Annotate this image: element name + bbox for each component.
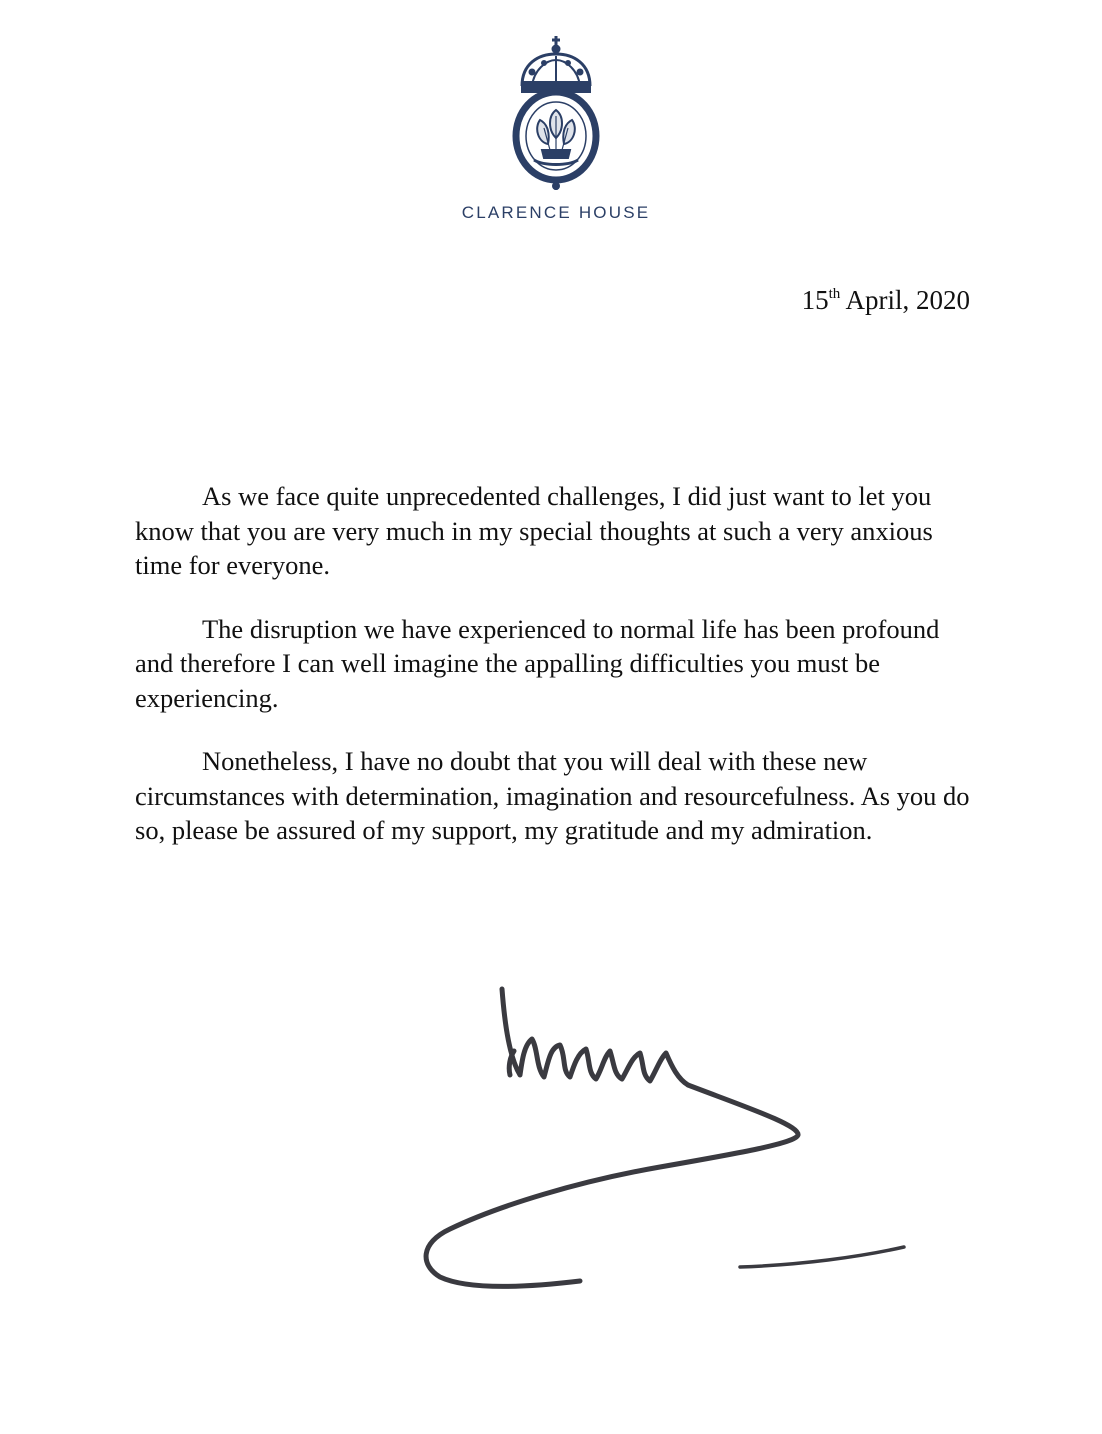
date-month-year: April, 2020 — [845, 285, 970, 315]
paragraph-3: Nonetheless, I have no doubt that you will deal with these new circumstances with determination, imagination and resourcefulness. As you do so, please be assured of my support, my gratitude and my admiration. — [135, 746, 970, 845]
signature-icon — [410, 975, 920, 1305]
letter-body — [135, 479, 980, 877]
date-day: 15 — [801, 285, 829, 315]
date-ordinal: th — [828, 286, 841, 302]
paragraph-2: The disruption we have experienced to normal life has been profound and therefore I can well imagine the appalling difficulties you must be experiencing. — [135, 613, 940, 713]
paragraph-1: As we face quite unprecedented challenges, I did just want to let you know that you are very much in my special thoughts at such a very anxious time for everyone. — [135, 481, 933, 580]
letter-date — [802, 285, 970, 316]
crest-icon — [508, 34, 604, 192]
letterhead-title: CLARENCE HOUSE — [461, 203, 651, 222]
